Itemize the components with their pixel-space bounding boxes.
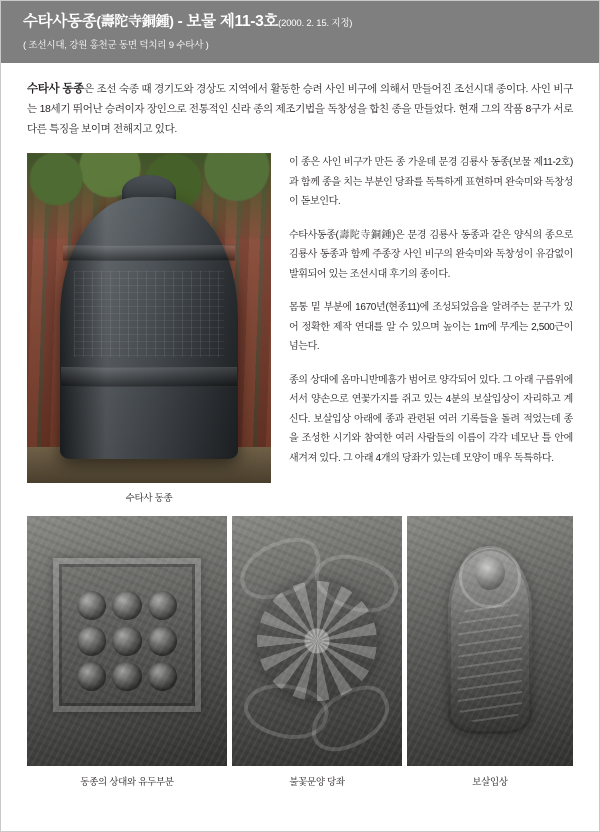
detail-caption-1: 동종의 상대와 유두부분: [80, 777, 174, 789]
description-column: [271, 153, 573, 504]
stud: [112, 591, 141, 620]
bell-photo: [27, 153, 271, 483]
main-content: [1, 139, 599, 504]
detail-photo-block-3: [407, 516, 573, 788]
bell-photo-block: [27, 153, 271, 504]
stud: [112, 662, 141, 691]
stud: [112, 626, 141, 655]
intro-paragraph: [1, 63, 599, 139]
intro-lead: 수타사 동종: [27, 83, 84, 95]
bodhisattva-figure: [448, 548, 532, 734]
description-paragraph-4: 종의 상대에 옴마니반메훔가 범어로 양각되어 있다. 그 아래 구름위에 서서 양손으로 연꽃가지를 쥐고 있는 4분의 보살입상이 자리하고 계신다. 보살입상 아래에 종과 관련된 여러 기록들을 돌려 적었는데 종을 조성한 시기와 참여한 여러 사람들의 이름이 각각 네모난 틀 안에 새겨져 있다. 그 아래 4개의 당좌가 있는데 모양이 매우 독특하다.: [289, 374, 573, 464]
stud-grid: [77, 591, 177, 691]
page-title: [23, 13, 577, 30]
detail-caption-3: 보살입상: [472, 777, 508, 789]
title-designation: (2000. 2. 15. 지정): [278, 18, 353, 29]
bell-upper-band: [63, 245, 235, 261]
bell-lower-band: [61, 367, 237, 387]
detail-photo-dangjwa: [232, 516, 402, 766]
page-header: [1, 1, 599, 63]
stud: [77, 662, 106, 691]
detail-photo-block-2: [232, 516, 402, 788]
stud: [148, 662, 177, 691]
title-tail: - 보물 제11-3호: [173, 13, 279, 30]
detail-photo-bodhisattva: [407, 516, 573, 766]
lotus-medallion: [257, 581, 377, 701]
detail-photo-studs: [27, 516, 227, 766]
stud: [77, 591, 106, 620]
page-subtitle: ( 조선시대, 강원 홍천군 동면 덕치리 9 수타사 ): [23, 40, 209, 52]
description-paragraph-3: 몸통 밑 부분에 1670년(현종11)에 조성되었음을 알려주는 문구가 있어 정확한 제작 연대를 알 수 있으며 높이는 1m에 무게는 2,500근이 넘는다.: [289, 302, 573, 353]
detail-photo-strip: [1, 504, 599, 788]
bodhisattva-head: [475, 556, 505, 590]
description-paragraph-2: 수타사동종(壽陀寺銅鍾)은 문경 김룡사 동종과 같은 양식의 종으로 김룡사 동종과 함께 주종장 사인 비구의 완숙미와 독창성이 유감없이 발휘되어 있는 조선시대 후기의 종이다.: [289, 229, 573, 280]
title-hanja: (壽陀寺銅鍾): [96, 13, 174, 29]
detail-caption-2: 불꽃문양 당좌: [289, 777, 345, 789]
bodhisattva-robe: [458, 600, 522, 722]
bell-photo-caption: 수타사 동종: [125, 493, 173, 505]
detail-photo-block-1: [27, 516, 227, 788]
description-paragraph-1: 이 종은 사인 비구가 만든 종 가운데 문경 김룡사 동종(보물 제11-2호)과 함께 종을 치는 부분인 당좌를 독특하게 표현하며 완숙미와 독창성이 돋보인다.: [289, 157, 573, 208]
title-main: 수타사동종: [23, 13, 97, 30]
bell-inscription: [74, 271, 224, 357]
intro-body: 은 조선 숙종 때 경기도와 경상도 지역에서 활동한 승려 사인 비구에 의해서 만들어진 조선시대 종이다. 사인 비구는 18세기 뛰어난 승려이자 장인으로 전통적인 신라 종의 제조기법을 독창성을 합친 종을 만들었다. 현재 그의 작품 8구가 서로 다른 특징을 보이며 전해지고 있다.: [27, 83, 573, 135]
stud: [148, 626, 177, 655]
stud: [77, 626, 106, 655]
stud: [148, 591, 177, 620]
